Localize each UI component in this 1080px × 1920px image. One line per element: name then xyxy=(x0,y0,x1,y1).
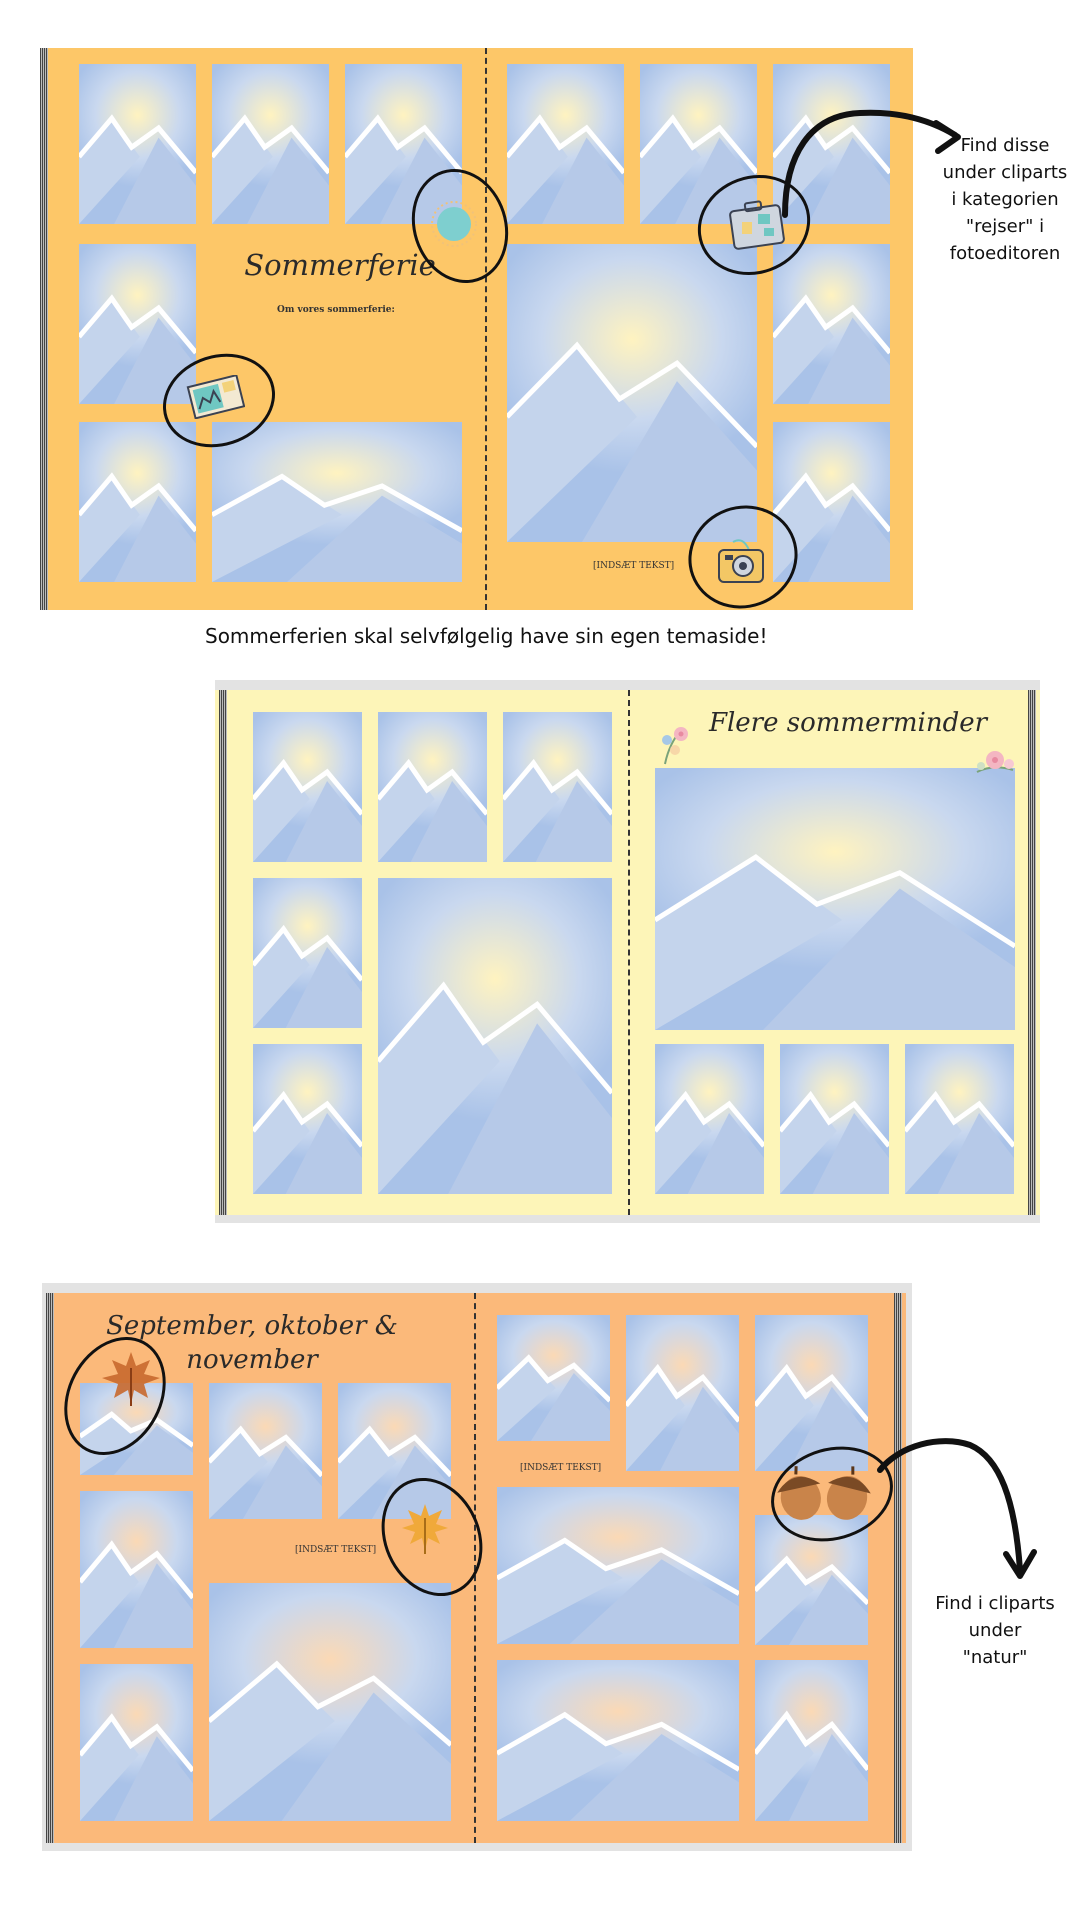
page-edge-left xyxy=(46,1293,54,1843)
info-note xyxy=(930,132,1080,267)
photo-placeholder[interactable] xyxy=(212,64,329,224)
text-placeholder[interactable]: [INDSÆT TEKST] xyxy=(295,1545,377,1555)
text-placeholder[interactable]: [INDSÆT TEKST] xyxy=(593,561,675,571)
photo-placeholder[interactable] xyxy=(497,1315,610,1441)
photo-placeholder[interactable] xyxy=(503,712,612,862)
photo-placeholder[interactable] xyxy=(780,1044,889,1194)
photo-placeholder[interactable] xyxy=(253,878,362,1028)
mountain-icon xyxy=(80,1664,193,1821)
photo-placeholder[interactable] xyxy=(209,1383,322,1519)
mountain-icon xyxy=(905,1044,1014,1194)
photo-placeholder[interactable] xyxy=(507,244,757,542)
flower-icon[interactable] xyxy=(973,742,1017,780)
mountain-icon xyxy=(655,1044,764,1194)
photo-placeholder[interactable] xyxy=(497,1660,739,1821)
mountain-icon xyxy=(507,64,624,224)
title-line: September, oktober & xyxy=(106,1311,398,1341)
mountain-icon xyxy=(503,712,612,862)
photo-placeholder[interactable] xyxy=(378,712,487,862)
mountain-icon xyxy=(80,1491,193,1648)
mountain-icon xyxy=(507,244,757,542)
page-edge-left xyxy=(219,690,227,1215)
photo-placeholder[interactable] xyxy=(253,712,362,862)
photo-placeholder[interactable] xyxy=(79,64,196,224)
note-line: under xyxy=(968,1620,1022,1641)
photo-placeholder[interactable] xyxy=(79,422,196,582)
flower-icon[interactable] xyxy=(655,720,699,766)
note-line: i kategorien xyxy=(951,189,1059,210)
subtitle-text[interactable]: Om vores sommerferie: xyxy=(277,305,395,315)
mountain-icon xyxy=(378,712,487,862)
caption-text: Sommerferien skal selvfølgelig have sin egen temaside! xyxy=(205,624,768,648)
photo-placeholder[interactable] xyxy=(378,878,612,1194)
info-note xyxy=(915,1590,1075,1671)
mountain-icon xyxy=(626,1315,739,1471)
photo-placeholder[interactable] xyxy=(655,768,1015,1030)
mountain-icon xyxy=(497,1660,739,1821)
spread-center-line xyxy=(485,48,487,610)
page-edge-left xyxy=(40,48,48,610)
photo-placeholder[interactable] xyxy=(755,1660,868,1821)
spread-center-line xyxy=(628,690,630,1215)
page-edge-right xyxy=(1028,690,1036,1215)
mountain-icon xyxy=(212,422,462,582)
page-title[interactable]: Flere sommerminder xyxy=(708,708,988,738)
mountain-icon xyxy=(79,422,196,582)
photo-placeholder[interactable] xyxy=(507,64,624,224)
spread-flere-sommerminder xyxy=(215,680,1040,1223)
mountain-icon xyxy=(755,1660,868,1821)
mountain-icon xyxy=(497,1315,610,1441)
photo-placeholder[interactable] xyxy=(773,244,890,404)
mountain-icon xyxy=(780,1044,889,1194)
mountain-icon xyxy=(79,64,196,224)
mountain-icon xyxy=(212,64,329,224)
mountain-icon xyxy=(253,878,362,1028)
note-line: "natur" xyxy=(962,1647,1028,1668)
photo-placeholder[interactable] xyxy=(80,1664,193,1821)
arrow-icon xyxy=(860,1430,1040,1590)
photo-placeholder[interactable] xyxy=(80,1491,193,1648)
mountain-icon xyxy=(209,1383,322,1519)
note-line: under cliparts xyxy=(942,162,1068,183)
note-line: Find disse xyxy=(960,135,1050,156)
mountain-icon xyxy=(253,1044,362,1194)
mountain-icon xyxy=(378,878,612,1194)
photo-placeholder[interactable] xyxy=(905,1044,1014,1194)
note-line: "rejser" i xyxy=(965,216,1045,237)
mountain-icon xyxy=(773,244,890,404)
mountain-icon xyxy=(209,1583,451,1821)
mountain-icon xyxy=(253,712,362,862)
page-title[interactable]: Sommerferie xyxy=(244,248,436,282)
note-line: fotoeditoren xyxy=(949,243,1061,264)
note-line: Find i cliparts xyxy=(935,1593,1055,1614)
photo-placeholder[interactable] xyxy=(626,1315,739,1471)
title-line: november xyxy=(186,1345,318,1375)
photo-placeholder[interactable] xyxy=(212,422,462,582)
mountain-icon xyxy=(497,1487,739,1644)
text-placeholder[interactable]: [INDSÆT TEKST] xyxy=(520,1463,602,1473)
mountain-icon xyxy=(655,768,1015,1030)
photo-placeholder[interactable] xyxy=(209,1583,451,1821)
photo-placeholder[interactable] xyxy=(497,1487,739,1644)
photo-placeholder[interactable] xyxy=(655,1044,764,1194)
photo-placeholder[interactable] xyxy=(253,1044,362,1194)
